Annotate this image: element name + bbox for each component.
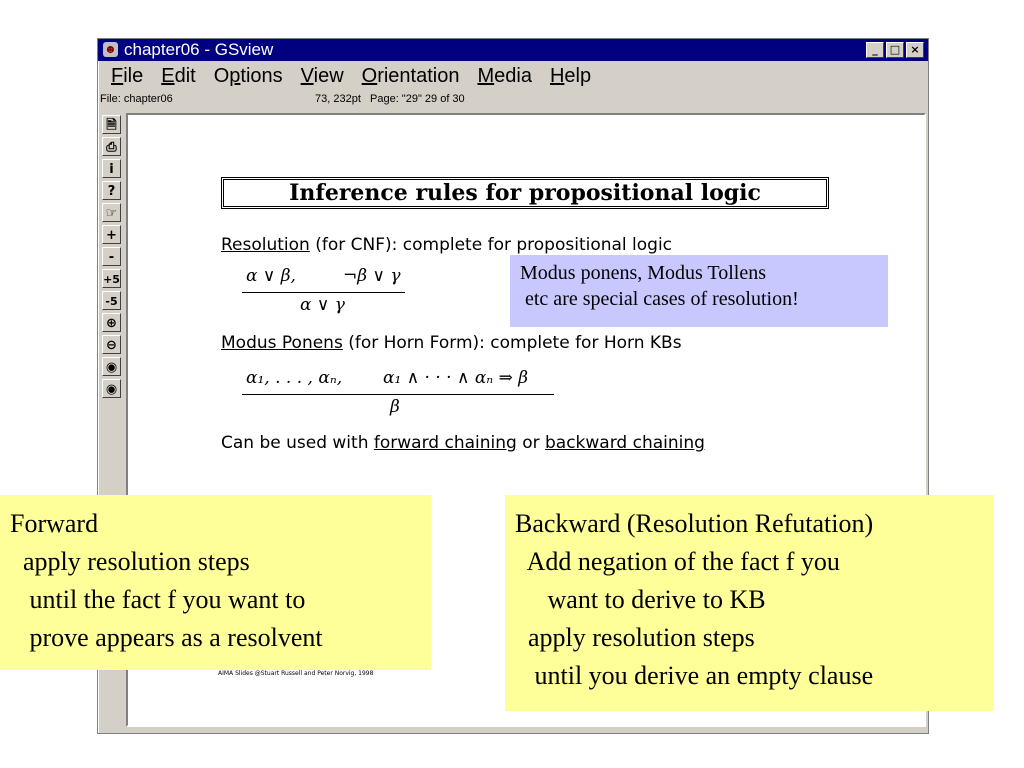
next-page-icon[interactable]: + <box>102 225 121 244</box>
mp-numerator-left: α₁, . . . , αₙ, <box>246 368 343 388</box>
mp-denominator: β <box>390 397 400 417</box>
modus-ponens-desc: (for Horn Form): complete for Horn KBs <box>342 333 682 353</box>
backward-callout: Backward (Resolution Refutation) Add negation of the fact f you want to derive to KB apply resolution steps until you derive an empty clause <box>505 495 994 711</box>
mp-numerator-right: α₁ ∧ · · · ∧ αₙ ⇒ β <box>383 368 529 388</box>
zoom-out-icon[interactable]: ⊖ <box>102 335 121 354</box>
title-bar[interactable] <box>98 39 928 61</box>
modus-ponens-line <box>221 333 682 353</box>
chaining-line: Can be used with forward chaining or backward chaining <box>221 433 705 453</box>
mp-fraction-line <box>242 394 554 395</box>
menu-help[interactable]: Help <box>549 64 592 87</box>
status-page: Page: "29" 29 of 30 <box>370 93 465 105</box>
find-text-icon[interactable]: ◉ <box>102 357 121 376</box>
res-numerator-left: α ∨ β, <box>246 266 296 286</box>
open-icon[interactable]: 🗎 <box>102 115 121 134</box>
menu-media[interactable]: Media <box>477 64 532 87</box>
resolution-label: Resolution <box>221 235 310 255</box>
menu-file[interactable]: File <box>111 64 144 87</box>
status-bar <box>98 91 928 113</box>
print-icon[interactable]: ⎙ <box>102 137 121 156</box>
goto-page-icon[interactable]: ☞ <box>102 203 121 222</box>
toolbar <box>102 115 122 401</box>
forward-chaining-text: forward chaining <box>373 433 517 453</box>
close-button[interactable]: × <box>906 42 924 58</box>
resolution-desc: (for CNF): complete for propositional logic <box>309 235 673 255</box>
menu-orientation[interactable]: Orientation <box>361 64 460 87</box>
modus-ponens-label: Modus Ponens <box>221 333 343 353</box>
info-icon[interactable]: i <box>102 159 121 178</box>
modus-callout: Modus ponens, Modus Tollens etc are special cases of resolution! <box>510 255 888 327</box>
res-numerator-right: ¬β ∨ γ <box>343 266 401 286</box>
menu-edit[interactable]: Edit <box>161 64 196 87</box>
gsview-app-icon[interactable]: ☻ <box>104 42 117 56</box>
window-title: chapter06 - GSview <box>124 40 274 59</box>
forward-5-icon[interactable]: +5 <box>102 269 121 288</box>
find-next-icon[interactable]: ◉ <box>102 379 121 398</box>
maximize-button[interactable]: □ <box>886 42 904 58</box>
prev-page-icon[interactable]: - <box>102 247 121 266</box>
status-file: File: chapter06 <box>100 93 173 105</box>
back-5-icon[interactable]: -5 <box>102 291 121 310</box>
menu-options[interactable]: Options <box>213 64 283 87</box>
zoom-in-icon[interactable]: ⊕ <box>102 313 121 332</box>
backward-chaining-text: backward chaining <box>545 433 705 453</box>
forward-callout: Forward apply resolution steps until the fact f you want to prove appears as a resolvent <box>0 495 431 670</box>
slide-title: Inference rules for propositional logic <box>221 177 829 209</box>
help-icon[interactable]: ? <box>102 181 121 200</box>
res-denominator: α ∨ γ <box>300 295 345 315</box>
resolution-line <box>221 235 672 255</box>
slide-footer: AIMA Slides @Stuart Russell and Peter Norvig, 1998 <box>218 670 374 677</box>
status-coords: 73, 232pt <box>315 93 361 105</box>
minimize-button[interactable]: _ <box>866 42 884 58</box>
menu-bar <box>98 61 928 91</box>
menu-view[interactable]: View <box>300 64 344 87</box>
res-fraction-line <box>242 292 405 293</box>
